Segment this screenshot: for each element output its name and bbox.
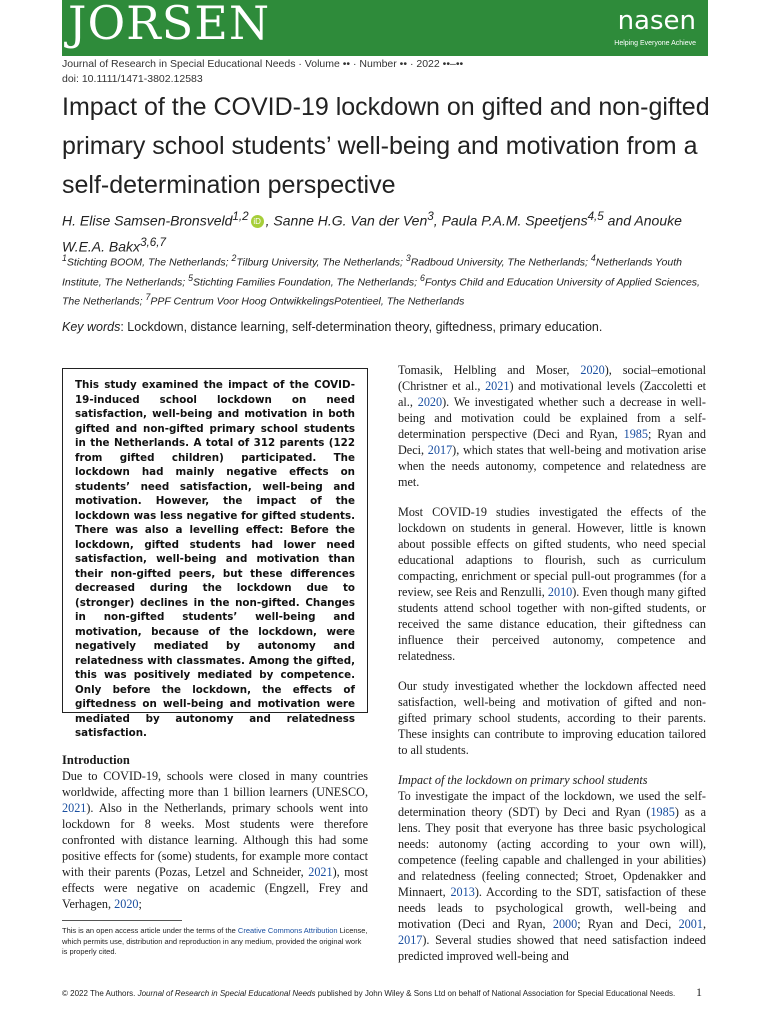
paragraph	[398, 678, 706, 758]
citation-link[interactable]: 1985	[623, 427, 648, 441]
citation-link[interactable]: 2017	[427, 443, 453, 457]
text-run: Due to COVID-19, schools were closed in many countries worldwide, affecting more than 1 billion learners (UNESCO,	[62, 769, 368, 799]
publisher-tagline: Helping Everyone Achieve	[614, 40, 696, 47]
affiliation-text: Stichting Families Foundation, The Netherlands;	[192, 276, 420, 288]
author-name: H. Elise Samsen-Bronsveld	[62, 212, 233, 229]
author-affil-sup: 4,5	[587, 210, 604, 223]
text-run: Tomasik, Helbling and Moser,	[398, 363, 581, 377]
affiliation-sup: 4	[590, 253, 596, 263]
orcid-icon[interactable]: iD	[251, 215, 264, 228]
affiliation-text: Tilburg University, The Netherlands;	[236, 256, 406, 269]
affiliation-sup: 1	[62, 253, 67, 263]
journal-banner	[62, 0, 708, 56]
text-run: ). Even though many gifted students attend school together with non-gifted students, or received the same distance education, their giftedness can influence their perceived autonomy, competence and relatedness.	[398, 585, 706, 663]
text-run: Our study investigated whether the lockdown affected need satisfaction, well-being and motivation of gifted and non-gifted primary school students, according to their parents. These insights can contribute to improving education tailored to all students.	[398, 679, 706, 757]
author-separator: ,	[433, 212, 442, 229]
text-run: ), which states that well-being and motivation arise when the needs autonomy, competence and relatedness are met.	[398, 443, 706, 489]
journal-name: Journal of Research in Special Educational Needs	[137, 989, 316, 998]
affiliation-sup: 2	[231, 253, 237, 263]
subsection-heading: Impact of the lockdown on primary school students	[398, 773, 648, 787]
text-run: ). We investigated whether such a decrease in well-being and motivation could be explained from a self-determination perspective (Deci and Ryan,	[398, 395, 706, 441]
copyright-text: © 2022 The Authors.	[62, 989, 138, 998]
text-run: ,	[702, 917, 706, 931]
keywords-text: : Lockdown, distance learning, self-determination theory, giftedness, primary education.	[120, 320, 603, 334]
author-name: Anouke W.E.A. Bakx	[62, 212, 682, 255]
keywords	[62, 320, 712, 334]
author-name: Paula P.A.M. Speetjens	[441, 212, 588, 229]
publisher-logo: nasen	[617, 6, 696, 36]
text-run: ) as a lens. They posit that everyone has three basic psychological needs: autonomy (acting according to your own will), competence (feeling capable and challenged in your abilities) and relatedness (feeling connected; Stroet, Opdenakker and Minnaert,	[398, 805, 706, 899]
citation-link[interactable]: 2010	[547, 585, 573, 599]
affiliation-text: Netherlands Youth Institute, The Netherlands;	[62, 256, 682, 288]
text-run: ; Ryan and Deci,	[398, 427, 706, 457]
citation-link[interactable]: 2013	[450, 885, 475, 899]
author-affil-sup: 3	[427, 210, 434, 223]
affiliation-text: Stichting BOOM, The Netherlands;	[66, 256, 232, 269]
citation-link[interactable]: 2020	[417, 395, 443, 409]
citation-link[interactable]: 2021	[485, 379, 510, 393]
author-affil-sup: 1,2	[232, 210, 249, 223]
journal-logo: JORSEN	[68, 0, 271, 50]
affiliation-sup: 7	[145, 292, 151, 302]
text-run: To investigate the impact of the lockdown, we used the self-determination theory (SDT) by Deci and Ryan (	[398, 789, 706, 819]
text-run: ) and motivational levels (Zaccoletti et al.,	[398, 379, 706, 409]
text-run: ), social–emotional (Christner et al.,	[398, 363, 706, 393]
text-run: Most COVID-19 studies investigated the effects of the lockdown on students in general. However, little is known about possible effects on gifted students, who need special educational adaptions to flourish, such as curriculum compacting, enrichment or special pull-out programmes (for a review, see Reis and Renzulli,	[398, 505, 706, 599]
left-column	[62, 752, 368, 926]
abstract-box	[62, 368, 368, 739]
license-note	[62, 926, 368, 958]
text-run: ). According to the SDT, satisfaction of these needs leads to psychological growth, well-being and motivation (Deci and Ryan,	[398, 885, 706, 931]
article-title: Impact of the COVID-19 lockdown on gifted and non-gifted primary school students’ well-being and motivation from a self-determination perspective	[62, 93, 710, 199]
text-run: ;	[138, 897, 142, 911]
citation-link[interactable]: Creative Commons Attribution	[237, 926, 338, 935]
citation-link[interactable]: 2000	[552, 917, 578, 931]
affiliation-sup: 5	[188, 272, 193, 283]
citation-link[interactable]: 2020	[580, 363, 605, 377]
author-separator: and	[603, 212, 635, 229]
citation-link[interactable]: 2021	[308, 865, 333, 879]
doi[interactable]: doi: 10.1111/1471-3802.12583	[62, 73, 203, 85]
footnote-divider	[62, 920, 182, 921]
footer-copyright	[62, 989, 675, 998]
citation-link[interactable]: 2021	[62, 801, 87, 815]
publisher-text: published by John Wiley & Sons Ltd on behalf of National Association for Special Educational Needs.	[315, 989, 676, 998]
affiliation-text: Fontys Child and Education University of Applied Sciences, The Netherlands;	[62, 276, 700, 308]
affiliation-text: Radboud University, The Netherlands;	[410, 256, 591, 269]
citation-link[interactable]: 2017	[398, 933, 423, 947]
text-run: ; Ryan and Deci,	[577, 917, 679, 931]
paragraph	[62, 768, 368, 912]
author-name: Sanne H.G. Van der Ven	[273, 212, 428, 229]
text-run: ). Several studies showed that need satisfaction indeed predicted improved well-being and	[398, 933, 706, 963]
affiliation-sup: 6	[420, 272, 425, 283]
paragraph	[398, 788, 706, 964]
paragraph	[398, 362, 706, 490]
section-heading-introduction: Introduction	[62, 753, 130, 767]
affiliation-sup: 3	[405, 253, 411, 263]
text-run: ). Also in the Netherlands, primary schools went into lockdown for 8 weeks. Most students were therefore confronted with distance learning. Although this had some positive effects for (some) students, for example more contact with their parents (Pozas, Letzel and Schneider,	[62, 801, 368, 879]
citation-link[interactable]: 2020	[114, 897, 139, 911]
text-run: ), most effects were negative on academic (Engzell, Frey and Verhagen,	[62, 865, 368, 911]
right-column	[398, 362, 706, 978]
affiliations	[62, 251, 712, 310]
text-run: This is an open access article under the terms of the	[62, 926, 238, 935]
citation-link[interactable]: 1985	[650, 805, 675, 819]
text-run: License, which permits use, distribution and reproduction in any medium, provided the original work is properly cited.	[62, 926, 368, 956]
journal-citation: Journal of Research in Special Educational Needs · Volume •• · Number •• · 2022 ••–••	[62, 58, 464, 70]
keywords-label: Key words	[62, 320, 121, 334]
abstract-text: This study examined the impact of the COVID-19-induced school lockdown on need satisfaction, well-being and motivation in both gifted and non-gifted primary school students in the Netherlands. A total of 312 parents (122 from gifted children) participated. The lockdown had mainly negative effects on students’ need satisfaction, well-being and motivation. However, the impact of the lockdown was less negative for gifted students. There was also a levelling effect: Before the lockdown, gifted students had lower need satisfaction, well-being and motivation than their non-gifted peers, but these differences decreased during the lockdown due to (stronger) declines in the non-gifted. Changes in non-gifted students’ well-being and motivation, because of the lockdown, were negatively mediated by autonomy and relatedness with classmates. Among the gifted, this was positively mediated by competence. Only before the lockdown, the effects of giftedness on well-being and motivation were mediated by autonomy and relatedness satisfaction.	[75, 379, 355, 739]
affiliation-text: PPF Centrum Voor Hoog OntwikkelingsPotentieel, The Netherlands	[150, 295, 465, 308]
author-list	[62, 206, 712, 257]
page-number: 1	[696, 985, 702, 999]
author-affil-sup: 3,6,7	[140, 235, 166, 249]
citation-link[interactable]: 2001	[678, 917, 703, 931]
author-separator: ,	[265, 212, 274, 229]
paragraph	[398, 504, 706, 664]
